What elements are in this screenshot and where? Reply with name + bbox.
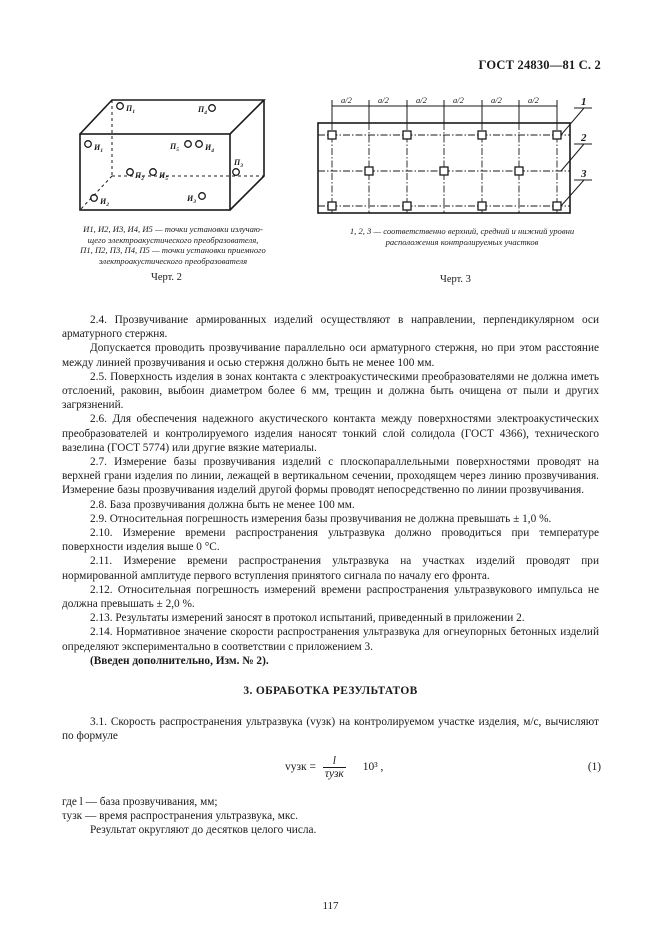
paragraph-2-11: 2.11. Измерение времени распространения ультразвука на участках изделий проводят при нормированной амплитуде первого вступления принятого сигнала по началу его фронта. (62, 555, 599, 582)
paragraph-2-12: 2.12. Относительная погрешность измерений времени распространения ультразвукового импульса не должна превышать ± 2,0 %. (62, 583, 599, 611)
formula-multiplier: 10³ , (362, 761, 384, 774)
figure-3-caption (312, 226, 612, 247)
document-header: ГОСТ 24830—81 С. 2 (478, 58, 601, 72)
amendment-note: (Введен дополнительно, Изм. № 2). (90, 654, 269, 667)
fig3-level-label-3: 3 (581, 168, 587, 180)
figure-3-title: Черт. 3 (440, 274, 471, 285)
formula-1 (285, 755, 383, 780)
fig2-label-I4: $И_4$ (205, 143, 214, 154)
paragraph-2-7: 2.7. Измерение базы прозвучивания изделий с плоскопараллельными поверхностями проводят на верхней грани изделия по линии, лежащей в вертикальном сечении, проходящем через линию прозвучивания. Измерение базы прозвучивания изделий другой формы проводят непосредственно по линии прозвучивания. (62, 456, 599, 497)
fig2-label-P3: $П_3$ (234, 158, 243, 169)
fig2-label-I3: $И_3$ (187, 194, 196, 205)
fig2-caption-line: электроакустического преобразователя (98, 255, 248, 266)
fig3-dim-label: a/2 (491, 95, 502, 105)
paragraph-2-10: 2.10. Измерение времени распространения ультразвука должно проводиться при температуре поверхности изделия выше 0 °С. (62, 527, 599, 554)
paragraph-2-8: 2.8. База прозвучивания должна быть не менее 100 мм. (90, 498, 355, 511)
fig3-level-label-2: 2 (581, 132, 587, 144)
fig2-label-P4: $П_4$ (198, 105, 207, 116)
fig2-label-I1: $И_1$ (94, 143, 103, 154)
page-number: 117 (322, 900, 339, 912)
paragraph-2-4-cont: Допускается проводить прозвучивание параллельно оси арматурного стержня, но при этом расстояние между линией прозвучивания и осью стержня должно быть не менее 100 мм. (62, 342, 599, 369)
fig3-caption-line: 1, 2, 3 — соответственно верхний, средний и нижний уровни (349, 226, 575, 236)
fig2-label-I5: $И_5$ (159, 171, 168, 182)
fig3-level-label-1: 1 (581, 96, 587, 108)
paragraph-2-6: 2.6. Для обеспечения надежного акустического контакта между поверхностями электроакустических преобразователей и контролируемого изделия наносят тонкий слой солидола (ГОСТ 4366), технического вазелина (ГОСТ 5774) или другие вязкие материалы. (62, 413, 599, 454)
figure-2-caption (62, 224, 284, 266)
fig2-label-P5: $П_5$ (170, 142, 179, 153)
fig2-label-P1: $П_1$ (126, 104, 135, 115)
fig2-caption-line: И1, И2, И3, И4, И5 — точки установки излучаю- (83, 224, 263, 234)
paragraph-3-1: 3.1. Скорость распространения ультразвука (vузк) на контролируемом участке изделия, м/с, вычисляют по формуле (62, 716, 599, 743)
legend-tau: τузк — время распространения ультразвука, мкс. (62, 810, 298, 823)
fig3-dim-label: a/2 (416, 95, 427, 105)
section-3-title: 3. ОБРАБОТКА РЕЗУЛЬТАТОВ (243, 685, 418, 697)
paragraph-2-14: 2.14. Нормативное значение скорости распространения ультразвука для огнеупорных бетонных изделий определяют экспериментально в соответствии с приложением 3. (62, 626, 599, 653)
paragraph-2-9: 2.9. Относительная погрешность измерения базы прозвучивания не должна превышать ± 1,0 %. (90, 512, 552, 525)
paragraph-2-5: 2.5. Поверхность изделия в зонах контакта с электроакустическими преобразователями не должна иметь отслоений, раковин, выбоин диаметром более 6 мм, трещин и должна быть очищена от пыли и других загрязнений. (62, 370, 599, 412)
fig3-dim-label: a/2 (453, 95, 464, 105)
fig2-label-I2: $И_2$ (100, 197, 109, 208)
figure-2-box-diagram (62, 84, 282, 224)
formula-legend (62, 795, 599, 838)
formula-denominator: τузк (324, 768, 344, 780)
fig2-caption-line: щего электроакустического преобразователя, (87, 234, 259, 245)
paragraph-2-13: 2.13. Результаты измерений заносят в протокол испытаний, приведенный в приложении 2. (90, 612, 525, 625)
fig3-dim-label: a/2 (528, 95, 539, 105)
box-top-face (80, 100, 264, 134)
figure-3-grid-diagram (312, 88, 597, 220)
formula-numerator: l (323, 755, 346, 768)
formula-lhs: vузк = (285, 761, 316, 774)
formula-fraction (323, 755, 346, 780)
fig3-dim-label: a/2 (341, 95, 352, 105)
legend-l: где l — база прозвучивания, мм; (62, 796, 218, 808)
figure-2-title: Черт. 2 (151, 272, 182, 283)
fig3-dim-label: a/2 (378, 95, 389, 105)
fig2-label-P2: $П_2$ (135, 171, 144, 182)
rounding-note: Результат округляют до десятков целого числа. (90, 824, 317, 837)
section-2-body (62, 313, 599, 668)
fig2-caption-line: П1, П2, П3, П4, П5 — точки установки приемного (80, 245, 266, 256)
paragraph-2-4: 2.4. Прозвучивание армированных изделий осуществляют в направлении, перпендикулярном оси арматурного стержня. (62, 314, 599, 341)
fig3-caption-line: расположения контролируемых участков (385, 236, 539, 247)
formula-number: (1) (587, 761, 601, 773)
